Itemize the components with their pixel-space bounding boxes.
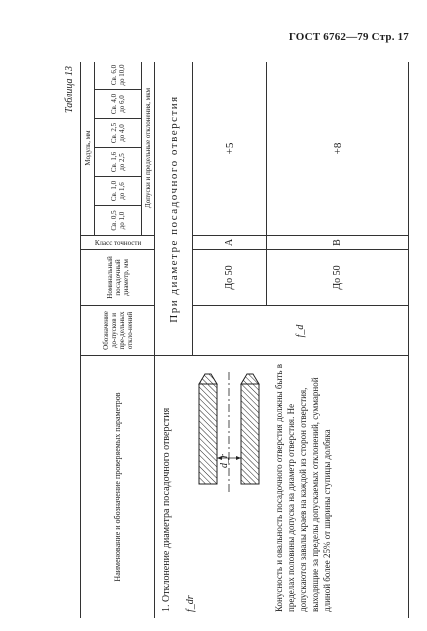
col-header-accuracy-class <box>81 236 154 250</box>
class-a: A <box>223 238 235 247</box>
module-range-2: Св. 1,0 до 1,6 <box>95 177 141 206</box>
hub-drawing <box>191 366 267 498</box>
hub-section-bottom <box>241 374 259 484</box>
accuracy-class-label: Класс точности <box>94 238 141 247</box>
col-header-symbol: Обозначение до-пусков и пре-дельных откло-нений <box>81 306 154 356</box>
col-header-name: Наименование и обозначение проверяемых параметров <box>113 392 122 582</box>
tolerance-symbol: f_d <box>294 324 306 338</box>
page-header: ГОСТ 6762—79 Стр. 17 <box>288 31 409 43</box>
param-title: 1. Отклонение диаметра посадочного отверстия <box>161 407 172 612</box>
diameter-a: До 50 <box>223 265 235 290</box>
section-title: При диаметре посадочного отверстия <box>167 95 180 323</box>
module-group-title: Модуль, мм <box>83 130 92 166</box>
value-b: +8 <box>331 142 344 155</box>
param-cell <box>155 356 408 618</box>
module-range-6: Св. 6,0 до 10,0 <box>95 62 141 90</box>
value-a: +5 <box>223 142 236 155</box>
tolerance-note: Допуски и предельные отклонения, мкм <box>141 62 154 235</box>
col-header-diameter: Номинальный посадочный диаметр, мм <box>81 250 154 306</box>
diameter-b: До 50 <box>331 265 343 290</box>
param-symbol: f_dr <box>185 595 196 612</box>
module-range-1: Св. 0,5 до 1,0 <box>110 210 126 231</box>
table-bottom-border <box>408 62 409 618</box>
table-title: Таблица 13 <box>64 66 75 113</box>
module-group-header <box>81 62 154 236</box>
class-b: B <box>331 239 343 246</box>
param-description: Конусность и овальность посадочного отверстия должны быть в пределах половины допуска на диаметр отверстия. Не допускаются завалы краев на каждой из сторон отверстия, выходящие за пределы допускаемых отклонений, суммарной длиной более 25% от ширины ступицы долбяка <box>274 363 332 612</box>
module-range-5: Св. 4,0 до 6,0 <box>95 90 141 119</box>
module-range-4: Св. 2,5 до 4,0 <box>95 119 141 148</box>
figure-label: d_r <box>219 454 230 468</box>
rotated-table <box>62 62 410 618</box>
module-range-3: Св. 1,6 до 2,5 <box>95 148 141 177</box>
hub-section-top <box>199 374 217 484</box>
